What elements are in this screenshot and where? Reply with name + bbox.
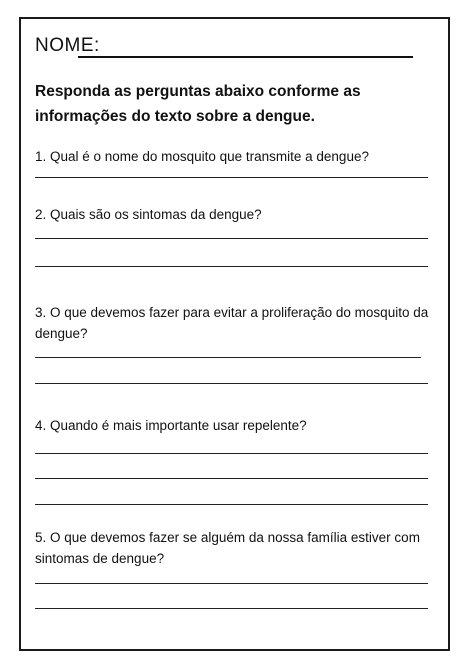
answer-line[interactable] <box>35 583 428 584</box>
answer-line[interactable] <box>35 504 428 505</box>
answer-line[interactable] <box>35 453 428 454</box>
question-1: 1. Qual é o nome do mosquito que transmite a dengue? <box>35 149 369 164</box>
name-label: NOME: <box>35 35 100 56</box>
answer-line[interactable] <box>35 177 428 178</box>
instruction-text: Responda as perguntas abaixo conforme as informações do texto sobre a dengue. <box>35 83 361 125</box>
name-answer-line[interactable] <box>78 56 413 58</box>
answer-line[interactable] <box>35 478 428 479</box>
question-3: 3. O que devemos fazer para evitar a proliferação do mosquito da dengue? <box>35 305 429 341</box>
answer-line[interactable] <box>35 608 428 609</box>
answer-line[interactable] <box>35 238 428 239</box>
question-2: 2. Quais são os sintomas da dengue? <box>35 207 262 222</box>
question-5: 5. O que devemos fazer se alguém da nossa família estiver com sintomas de dengue? <box>35 530 420 566</box>
answer-line[interactable] <box>35 266 428 267</box>
answer-line[interactable] <box>35 357 421 358</box>
answer-line[interactable] <box>35 383 428 384</box>
question-4: 4. Quando é mais importante usar repelente? <box>35 418 307 433</box>
